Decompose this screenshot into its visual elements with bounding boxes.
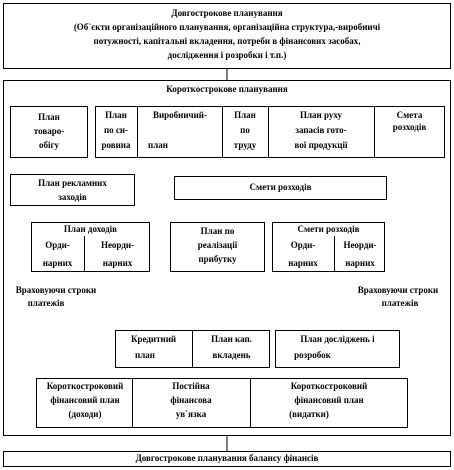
plan-dokhodiv-right-1: Неорди-	[100, 240, 135, 250]
vrakhovuyuchy-right-line-2: платежів	[381, 298, 419, 308]
longterm-planning-desc-3: дослідження і розробки і т.п.)	[167, 50, 287, 60]
plan-dokhodiv-right-2: нарних	[102, 258, 133, 268]
plan-rukhu-line-2: запасів гото-	[295, 125, 347, 135]
smety-top-line-1: Смета	[396, 110, 423, 120]
longterm-balance-title: Довгострокове планування балансу фінансів	[135, 453, 319, 463]
plan-doslidzhen-line-2: розробок	[294, 350, 331, 360]
plan-kap-vkladen-line-1: План кап.	[211, 334, 252, 344]
smety-middle-label: Смети розходів	[249, 182, 312, 192]
longterm-planning-title: Довгострокове планування	[171, 8, 283, 18]
plan-kap-vkladen-line-2: вкладень	[212, 350, 251, 360]
plan-syrovyna-line-3: ровина	[101, 140, 131, 150]
plan-syrovyna-line-1: План	[105, 110, 127, 120]
vrakhovuyuchy-right-line-1: Враховуючи строки	[357, 285, 439, 295]
postiina-fin-line-3: ув`язка	[175, 409, 207, 419]
plan-reklamnykh-line-1: План рекламних	[38, 178, 107, 188]
longterm-planning-desc-2: потужності, капітальні вкладення, потреби в фінансових засобах,	[93, 36, 361, 46]
kredytnyi-plan-line-2: план	[135, 350, 155, 360]
vyrobnychyi-plan-line-1: Виробничий-	[152, 110, 207, 120]
finplan-vydatky-line-1: Короткостроковий	[290, 381, 368, 391]
kredytnyi-plan-line-1: Кредитний	[130, 334, 177, 344]
postiina-fin-line-2: фінансова	[170, 395, 212, 405]
smety-lower-left-2: нарних	[288, 258, 318, 268]
plan-realizatsii-line-3: прибутку	[198, 254, 237, 264]
plan-tovarooborotu-line-1: План	[38, 112, 60, 122]
vrakhovuyuchy-left-line-1: Враховуючи строки	[15, 285, 97, 295]
finplan-dokhody-line-1: Короткостроковий	[46, 381, 124, 391]
plan-doslidzhen-line-1: План досліджень і	[300, 334, 375, 344]
plan-dokhodiv-left-2: нарних	[42, 258, 73, 268]
smety-lower-left-1: Орди-	[290, 240, 316, 250]
finplan-vydatky-line-2: фінансовий план	[294, 395, 364, 405]
plan-realizatsii-line-2: реалізації	[197, 240, 238, 250]
plan-pratsi-line-3: труду	[233, 140, 257, 150]
plan-rukhu-line-3: вої продукції	[294, 140, 348, 150]
plan-tovarooborotu-line-3: обігу	[38, 140, 60, 150]
plan-tovarooborotu-line-2: товаро-	[33, 126, 65, 136]
vyrobnychyi-plan-line-2: план	[148, 140, 168, 150]
longterm-planning-desc-1: (Об`єкти організаційного планування, організаційна структура,-виробничі	[73, 22, 381, 32]
plan-dokhodiv-left-1: Орди-	[45, 240, 70, 250]
plan-syrovyna-line-2: по си-	[103, 125, 129, 135]
smety-lower-right-2: нарних	[345, 258, 375, 268]
finplan-vydatky-line-3: (видатки)	[289, 409, 329, 419]
plan-pratsi-line-1: План	[234, 110, 256, 120]
smety-lower-title: Смети розходів	[297, 224, 360, 234]
shortterm-planning-title: Короткострокове планування	[166, 84, 288, 94]
plan-reklamnykh-line-2: заходів	[58, 192, 87, 202]
plan-dokhodiv-title: План доходів	[63, 224, 118, 234]
smety-lower-right-1: Неорди-	[343, 240, 377, 250]
plan-realizatsii-line-1: План по	[200, 226, 235, 236]
plan-pratsi-line-2: по	[240, 125, 250, 135]
postiina-fin-line-1: Постійна	[172, 381, 210, 391]
plan-rukhu-line-1: План руху	[299, 110, 343, 120]
smety-top-line-2: розходів	[392, 122, 427, 132]
vrakhovuyuchy-left-line-2: платежів	[27, 298, 65, 308]
finplan-dokhody-line-3: (доходи)	[68, 409, 102, 419]
finplan-dokhody-line-2: фінансовий план	[50, 395, 120, 405]
